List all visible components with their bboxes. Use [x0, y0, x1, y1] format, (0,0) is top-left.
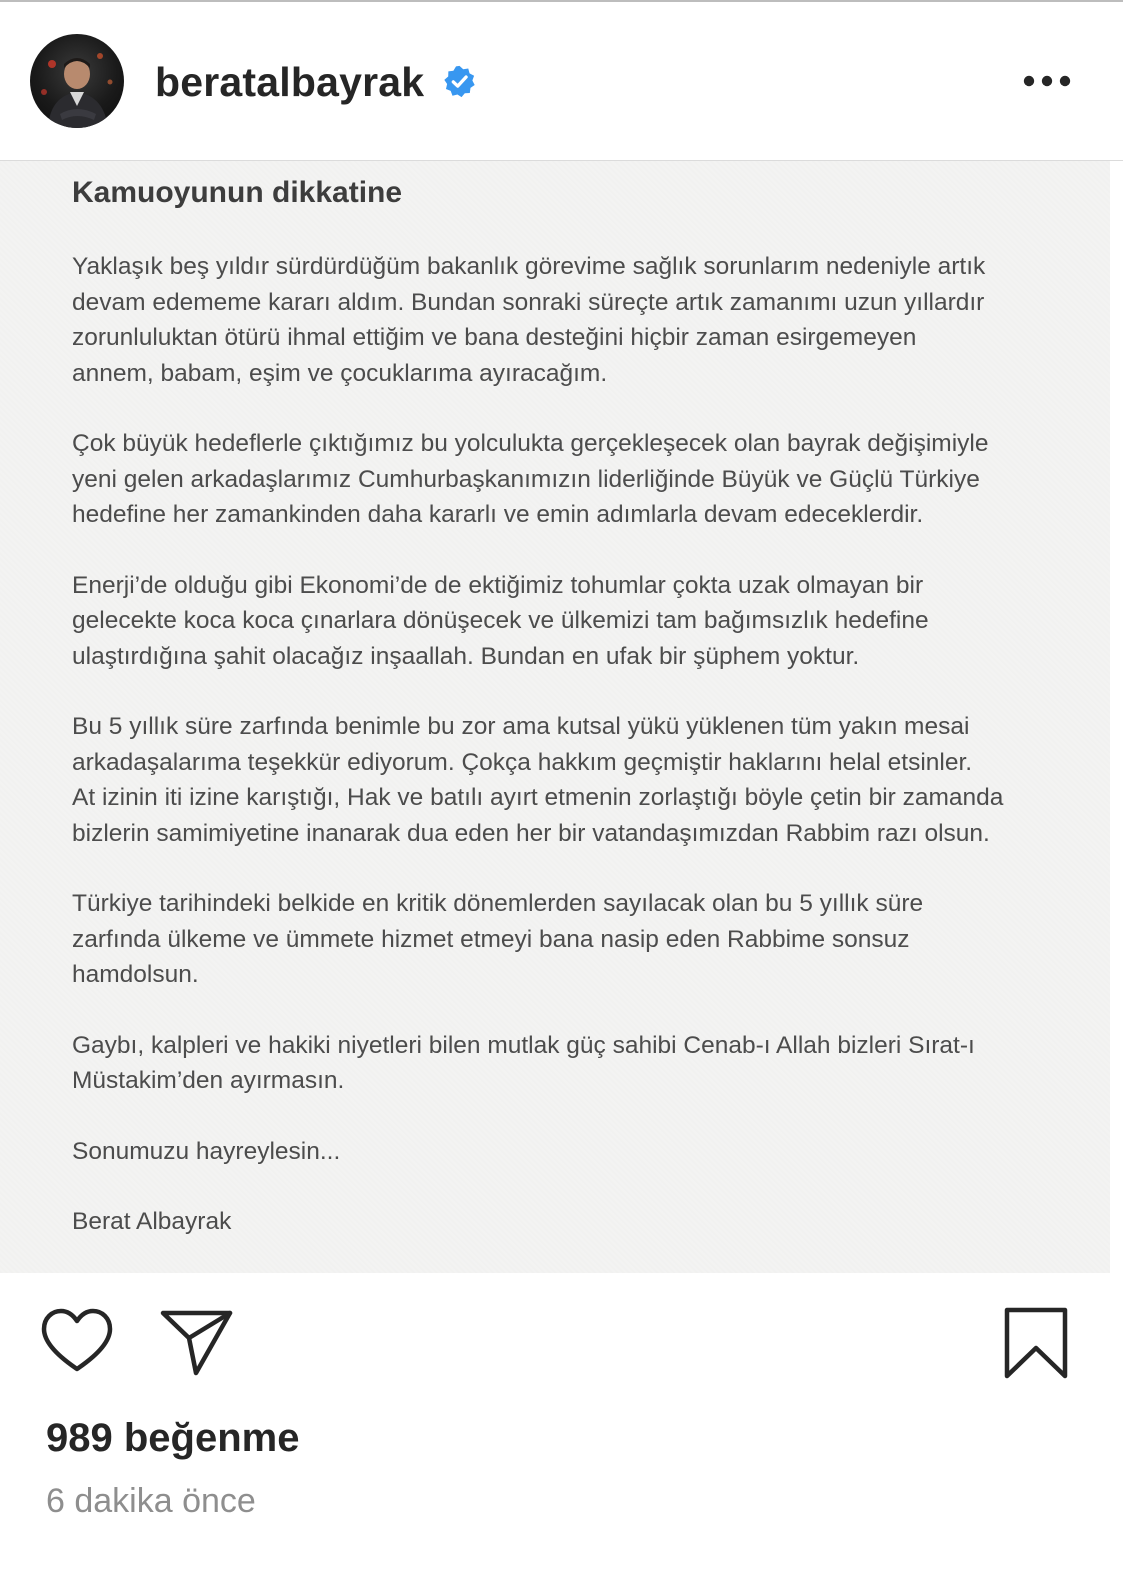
- bookmark-icon[interactable]: [1003, 1307, 1069, 1379]
- like-count[interactable]: 989 beğenme: [46, 1416, 300, 1460]
- post-timestamp: 6 dakika önce: [46, 1482, 256, 1520]
- letter-closing: Sonumuzu hayreylesin...: [72, 1137, 341, 1165]
- letter-paragraph-4: Bu 5 yıllık süre zarfında benimle bu zor ama kutsal yükü yüklenen tüm yakın mesai arkadaşalarıma teşekkür ediyorum. Çokça hakkım geçmiştir haklarını helal etsinler. At izinin iti izine karıştığı, Hak ve batılı ayırt etmenin zorlaştığı böyle çetin bir zamanda bizlerin samimiyetine inanarak dua eden her bir vatandaşımızdan Rabbim razı olsun.: [72, 713, 1004, 847]
- more-options-icon[interactable]: [1018, 68, 1076, 94]
- letter-paragraph-1: Yaklaşık beş yıldır sürdürdüğüm bakanlık görevime sağlık sorunlarım nedeniyle artık devam edememe kararı aldım. Bundan sonraki süreçte artık zamanımı uzun yıllardır zorunluluktan ötürü ihmal ettiğim ve bana desteğini hiçbir zaman esirgemeyen annem, babam, eşim ve çocuklarıma ayıracağım.: [72, 253, 986, 387]
- post-header: [0, 2, 1123, 161]
- heart-icon[interactable]: [40, 1308, 114, 1374]
- statement-letter: [72, 175, 1082, 1275]
- username[interactable]: beratalbayrak: [155, 59, 425, 105]
- avatar[interactable]: [30, 34, 124, 128]
- post-image: [0, 161, 1110, 1273]
- paper-plane-icon[interactable]: [160, 1310, 234, 1376]
- letter-paragraph-3: Enerji’de olduğu gibi Ekonomi’de de ektiğimiz tohumlar çokta uzak olmayan bir gelecekte koca koca çınarlara dönüşecek ve ülkemizi tam bağımsızlık hedefine ulaştırdığına şahit olacağız inşaallah. Bundan en ufak bir şüphem yoktur.: [72, 571, 929, 670]
- letter-paragraph-6: Gaybı, kalpleri ve hakiki niyetleri bilen mutlak güç sahibi Cenab-ı Allah bizleri Sırat-ı Müstakim’den ayırmasın.: [72, 1031, 975, 1094]
- letter-title: Kamuoyunun dikkatine: [72, 176, 403, 209]
- post-actions: [0, 1273, 1123, 1586]
- letter-paragraph-5: Türkiye tarihindeki belkide en kritik dönemlerden sayılacak olan bu 5 yıllık süre zarfında ülkeme ve ümmete hizmet etmeyi bana nasip eden Rabbime sonsuz hamdolsun.: [72, 890, 924, 988]
- letter-signature: Berat Albayrak: [72, 1208, 232, 1235]
- letter-paragraph-2: Çok büyük hedeflerle çıktığımız bu yolculukta gerçekleşecek olan bayrak değişimiyle yeni gelen arkadaşlarımız Cumhurbaşkanımızın liderliğinde Büyük ve Güçlü Türkiye hedefine her zamankinden daha kararlı ve emin adımlarla devam edeceklerdir.: [72, 430, 989, 528]
- avatar-photo: [30, 34, 124, 128]
- verified-badge-icon: [443, 65, 476, 98]
